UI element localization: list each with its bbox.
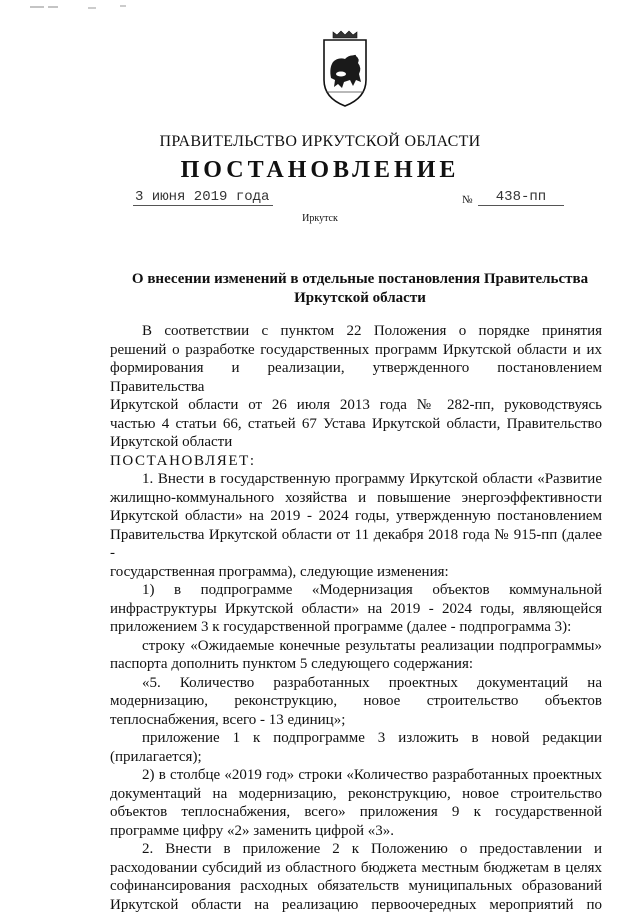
- body-line: документаций на модернизацию, реконструкцию, новое строительство: [110, 785, 602, 804]
- body-line: строку «Ожидаемые конечные результаты реализации подпрограммы»: [110, 637, 602, 656]
- body-line: Правительства Иркутской области от 11 декабря 2018 года № 915-пп (далее -: [110, 526, 602, 563]
- body-line: софинансирования расходных обязательств муниципальных образований: [110, 877, 602, 896]
- body-line: паспорта дополнить пунктом 5 следующего содержания:: [110, 655, 602, 674]
- irkutsk-coat-of-arms-icon: [320, 30, 370, 108]
- document-number: 438-пп: [478, 189, 564, 206]
- body-line: расходовании субсидий из областного бюджета местным бюджетам в целях: [110, 859, 602, 878]
- body-line: программе цифру «2» заменить цифрой «3».: [110, 822, 602, 841]
- city-name: Иркутск: [0, 213, 640, 224]
- document-body: [110, 322, 602, 914]
- number-sign: №: [462, 194, 473, 206]
- body-line: 1) в подпрограмме «Модернизация объектов коммунальной: [110, 581, 602, 600]
- body-line: государственная программа), следующие изменения:: [110, 563, 602, 582]
- body-line: инфраструктуры Иркутской области» на 2019 - 2024 годы, являющейся: [110, 600, 602, 619]
- government-title: ПРАВИТЕЛЬСТВО ИРКУТСКОЙ ОБЛАСТИ: [0, 133, 640, 151]
- body-line: решений о разработке государственных программ Иркутской области и их: [110, 341, 602, 360]
- body-line: приложением 3 к государственной программе (далее - подпрограмма 3):: [110, 618, 602, 637]
- body-line: Иркутской области: [110, 433, 602, 452]
- document-subject: [110, 270, 610, 308]
- body-line: модернизацию, реконструкцию, новое строительство объектов: [110, 692, 602, 711]
- body-line: (прилагается);: [110, 748, 602, 767]
- body-line: «5. Количество разработанных проектных документаций на: [110, 674, 602, 693]
- body-line: Иркутской области» на 2019 - 2024 годы, утвержденную постановлением: [110, 507, 602, 526]
- body-line: формирования и реализации, утвержденного постановлением Правительства: [110, 359, 602, 396]
- body-line: приложение 1 к подпрограмме 3 изложить в новой редакции: [110, 729, 602, 748]
- subject-line: Иркутской области: [110, 289, 610, 308]
- body-line: 1. Внести в государственную программу Иркутской области «Развитие: [110, 470, 602, 489]
- scan-artifact-marks: [30, 2, 160, 12]
- body-line: 2) в столбце «2019 год» строки «Количество разработанных проектных: [110, 766, 602, 785]
- resolves-heading: ПОСТАНОВЛЯЕТ:: [110, 452, 602, 471]
- document-date: 3 июня 2019 года: [133, 189, 273, 206]
- body-line: жилищно-коммунального хозяйства и повышение энергоэффективности: [110, 489, 602, 508]
- body-line: Иркутской области от 26 июля 2013 года № 282-пп, руководствуясь: [110, 396, 602, 415]
- body-line: 2. Внести в приложение 2 к Положению о предоставлении и: [110, 840, 602, 859]
- subject-line: О внесении изменений в отдельные постановления Правительства: [110, 270, 610, 289]
- body-line: теплоснабжения, всего - 13 единиц»;: [110, 711, 602, 730]
- body-line: частью 4 статьи 66, статьей 67 Устава Иркутской области, Правительство: [110, 415, 602, 434]
- document-type-title: ПОСТАНОВЛЕНИЕ: [0, 157, 640, 184]
- body-line: В соответствии с пунктом 22 Положения о порядке принятия: [110, 322, 602, 341]
- body-line: Иркутской области на реализацию первоочередных мероприятий по: [110, 896, 602, 914]
- body-line: объектов теплоснабжения, всего» приложения 9 к государственной: [110, 803, 602, 822]
